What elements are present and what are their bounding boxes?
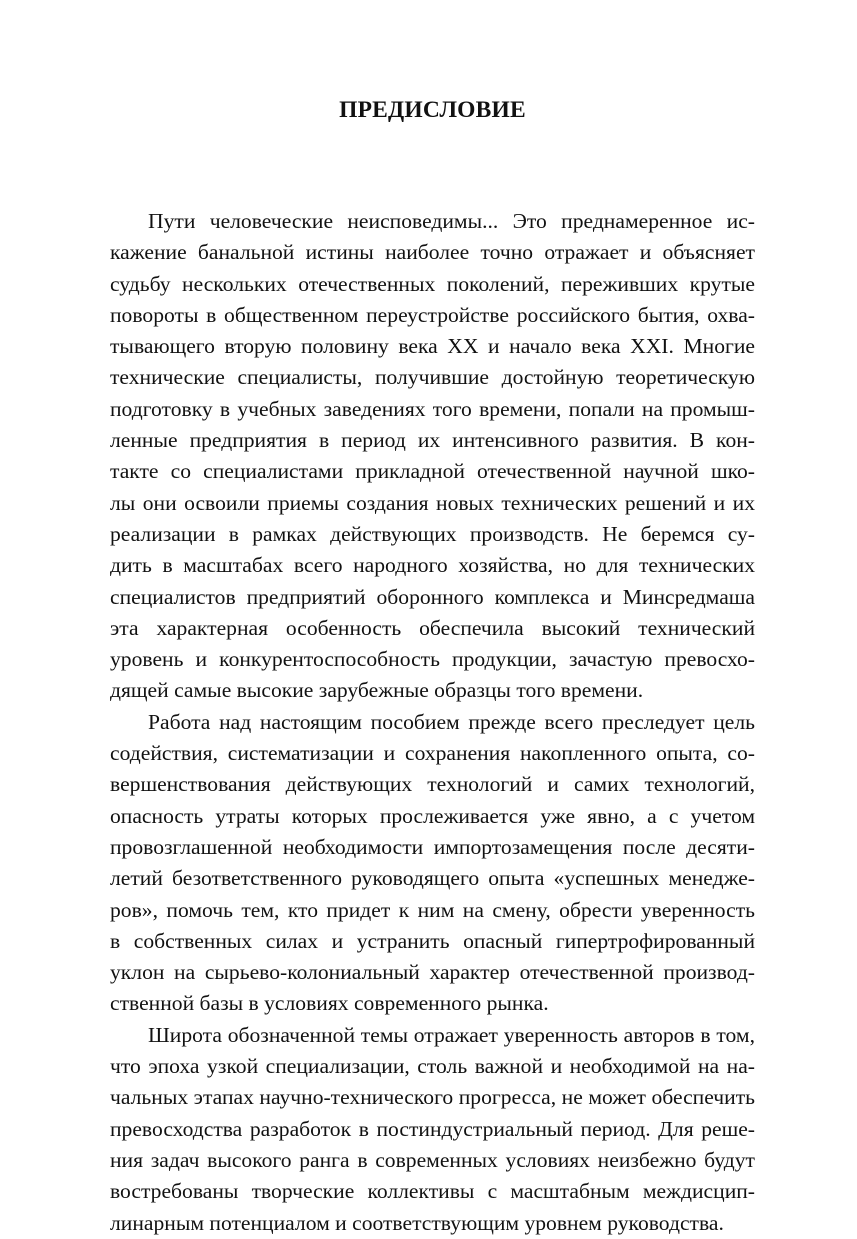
text-line: востребованы творческие коллективы с масштабным междисцип- <box>110 1179 755 1204</box>
text-line: эта характерная особенность обеспечила высокий технический <box>110 615 755 640</box>
text-line: лы они освоили приемы создания новых технических решений и их <box>110 490 755 515</box>
text-line: уклон на сырьево-колониальный характер отечественной производ- <box>110 960 755 985</box>
paragraph <box>110 707 755 1020</box>
text-line: судьбу нескольких отечественных поколений, переживших крутые <box>110 271 755 296</box>
text-line: летий безответственного руководящего опыта «успешных менедже- <box>110 866 755 891</box>
text-line: ственной базы в условиях современного рынка. <box>110 991 549 1016</box>
document-body <box>110 206 755 1239</box>
paragraph <box>110 206 755 707</box>
text-line: повороты в общественном переустройстве российского бытия, охва- <box>110 302 755 327</box>
text-line: Работа над настоящим пособием прежде всего преследует цель <box>148 709 755 734</box>
text-line: уровень и конкурентоспособность продукции, зачастую превосхо- <box>110 647 755 672</box>
text-line: содействия, систематизации и сохранения накопленного опыта, со- <box>110 741 755 766</box>
text-line: вершенствования действующих технологий и самих технологий, <box>110 772 755 797</box>
text-line: опасность утраты которых прослеживается уже явно, а с учетом <box>110 803 755 828</box>
text-line: технические специалисты, получившие достойную теоретическую <box>110 365 755 390</box>
text-line: в собственных силах и устранить опасный гипертрофированный <box>110 928 755 953</box>
text-line: ленные предприятия в период их интенсивного развития. В кон- <box>110 428 755 453</box>
text-line: ния задач высокого ранга в современных условиях неизбежно будут <box>110 1147 755 1172</box>
text-line: специалистов предприятий оборонного комплекса и Минсредмаша <box>110 584 755 609</box>
text-line: превосходства разработок в постиндустриальный период. Для реше- <box>110 1116 755 1141</box>
text-line: дить в масштабах всего народного хозяйства, но для технических <box>110 553 755 578</box>
text-line: такте со специалистами прикладной отечественной научной шко- <box>110 459 755 484</box>
text-line: подготовку в учебных заведениях того времени, попали на промыш- <box>110 396 755 421</box>
paragraph <box>110 1020 755 1239</box>
text-line: дящей самые высокие зарубежные образцы того времени. <box>110 678 644 703</box>
page-title: ПРЕДИСЛОВИЕ <box>339 97 526 123</box>
text-line: кажение банальной истины наиболее точно отражает и объясняет <box>110 240 755 265</box>
text-line: что эпоха узкой специализации, столь важной и необходимой на на- <box>110 1054 755 1079</box>
text-line: Пути человеческие неисповедимы... Это преднамеренное ис- <box>148 209 755 233</box>
text-line: линарным потенциалом и соответствующим уровнем руководства. <box>110 1210 724 1235</box>
text-line: тывающего вторую половину века ХХ и начало века XXI. Многие <box>110 334 755 359</box>
text-line: реализации в рамках действующих производств. Не беремся су- <box>110 521 755 546</box>
text-line: Широта обозначенной темы отражает уверенность авторов в том, <box>148 1022 755 1047</box>
text-line: ров», помочь тем, кто придет к ним на смену, обрести уверенность <box>110 897 755 922</box>
document-page <box>110 0 755 1235</box>
text-line: провозглашенной необходимости импортозамещения после десяти- <box>110 834 755 859</box>
text-line: чальных этапах научно-технического прогресса, не может обеспечить <box>110 1085 755 1110</box>
